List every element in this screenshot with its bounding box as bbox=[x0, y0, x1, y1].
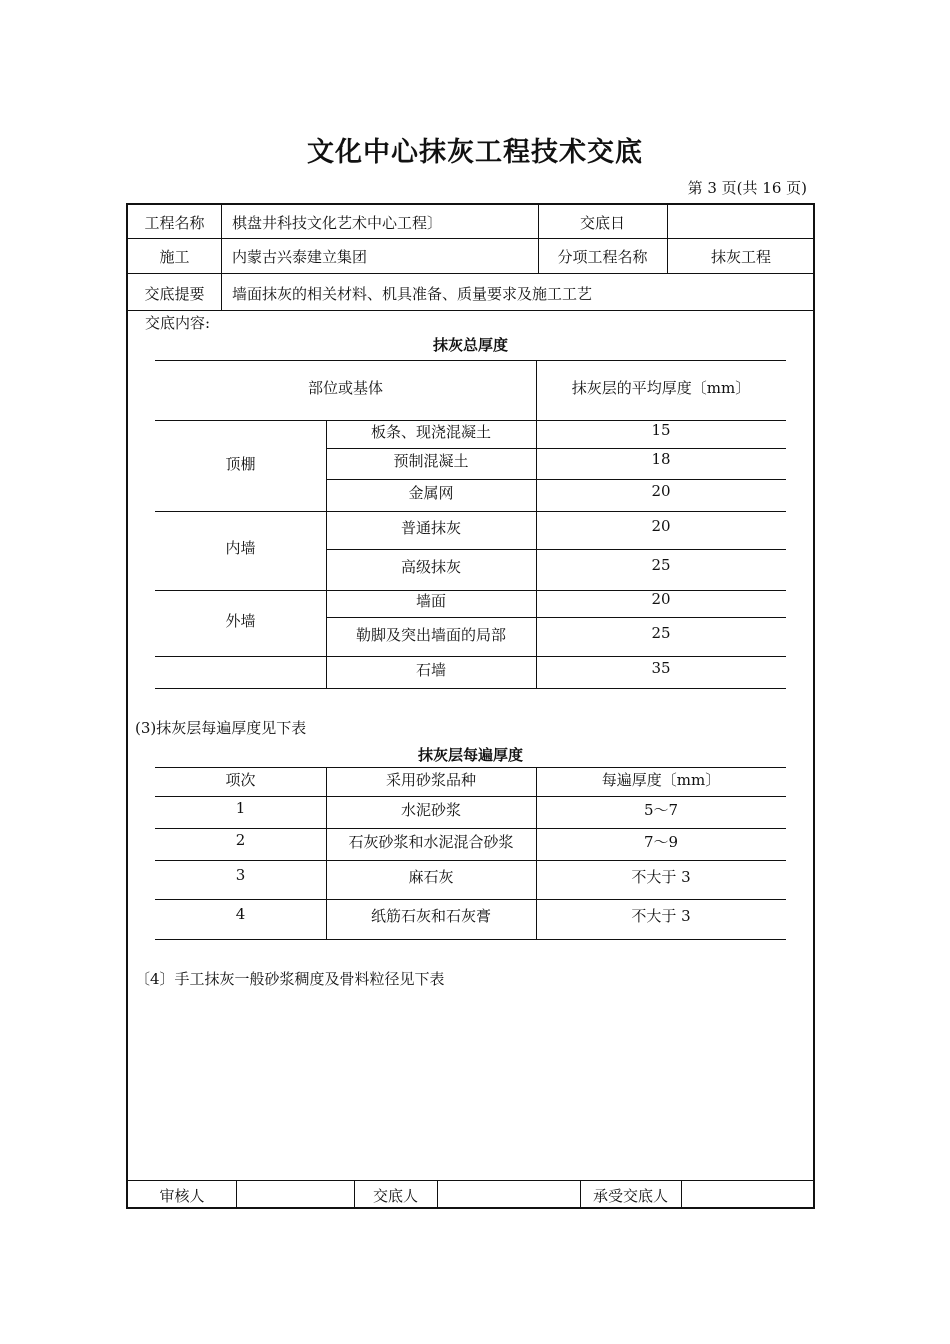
item-value: 20 bbox=[651, 482, 671, 500]
table2-cell: 3 bbox=[235, 866, 246, 884]
item-name: 高级抹灰 bbox=[400, 558, 461, 576]
project-name-value: 棋盘井科技文化艺术中心工程〕 bbox=[232, 214, 443, 232]
table1-title: 抹灰总厚度 bbox=[432, 336, 508, 354]
table2-cell: 7～9 bbox=[643, 833, 679, 851]
receiver-label: 承受交底人 bbox=[592, 1187, 668, 1205]
project-name-label: 工程名称 bbox=[144, 214, 205, 232]
sub-project-value: 抹灰工程 bbox=[710, 248, 771, 266]
group-name: 内墙 bbox=[225, 539, 256, 557]
item-value: 18 bbox=[651, 450, 671, 468]
date-label: 交底日 bbox=[579, 214, 625, 232]
item-name: 石墙 bbox=[415, 661, 446, 679]
table2-cell: 麻石灰 bbox=[408, 868, 454, 886]
group-name: 顶棚 bbox=[225, 455, 256, 473]
table2-cell: 5～7 bbox=[643, 801, 679, 819]
summary-value: 墙面抹灰的相关材料、机具准备、质量要求及施工工艺 bbox=[232, 285, 593, 303]
table2-title: 抹灰层每遍厚度 bbox=[417, 746, 523, 764]
table1-col1-header: 部位或基体 bbox=[307, 379, 383, 397]
sub-project-label: 分项工程名称 bbox=[557, 248, 648, 266]
item-name: 勒脚及突出墙面的局部 bbox=[355, 626, 506, 644]
item-name: 预制混凝土 bbox=[393, 452, 469, 470]
table1-col2-header: 抹灰层的平均厚度〔mm〕 bbox=[571, 379, 751, 397]
table2-cell: 1 bbox=[235, 799, 246, 817]
table2-cell: 4 bbox=[235, 905, 246, 923]
table2-header: 每遍厚度〔mm〕 bbox=[601, 771, 721, 789]
table2-cell: 纸筋石灰和石灰膏 bbox=[370, 907, 491, 925]
item-name: 墙面 bbox=[415, 592, 446, 610]
discloser-label: 交底人 bbox=[372, 1187, 418, 1205]
table2-cell: 石灰砂浆和水泥混合砂浆 bbox=[348, 833, 514, 851]
table2-cell: 2 bbox=[235, 831, 246, 849]
content-label: 交底内容: bbox=[145, 314, 211, 332]
item-name: 金属网 bbox=[408, 484, 454, 502]
table2-cell: 不大于 3 bbox=[631, 907, 691, 925]
item-value: 35 bbox=[651, 659, 671, 677]
item-value: 20 bbox=[651, 590, 671, 608]
table2-header: 采用砂浆品种 bbox=[385, 771, 476, 789]
table2-header: 项次 bbox=[225, 771, 256, 789]
construction-label: 施工 bbox=[159, 248, 190, 266]
item-value: 25 bbox=[651, 556, 671, 574]
item-name: 板条、现浇混凝土 bbox=[370, 423, 491, 441]
page-number: 第 3 页(共 16 页) bbox=[687, 179, 807, 197]
page-title: 文化中心抹灰工程技术交底 bbox=[307, 137, 643, 168]
reviewer-label: 审核人 bbox=[159, 1187, 205, 1205]
table2-cell: 水泥砂浆 bbox=[400, 801, 461, 819]
summary-label: 交底提要 bbox=[144, 285, 205, 303]
item-name: 普通抹灰 bbox=[400, 519, 461, 537]
note-4: 〔4〕手工抹灰一般砂浆稠度及骨料粒径见下表 bbox=[135, 970, 445, 988]
item-value: 25 bbox=[651, 624, 671, 642]
group-name: 外墙 bbox=[225, 612, 256, 630]
construction-value: 内蒙古兴泰建立集团 bbox=[232, 248, 368, 266]
note-3: (3)抹灰层每遍厚度见下表 bbox=[135, 719, 307, 737]
item-value: 15 bbox=[651, 421, 671, 439]
table2-cell: 不大于 3 bbox=[631, 868, 691, 886]
item-value: 20 bbox=[651, 517, 671, 535]
